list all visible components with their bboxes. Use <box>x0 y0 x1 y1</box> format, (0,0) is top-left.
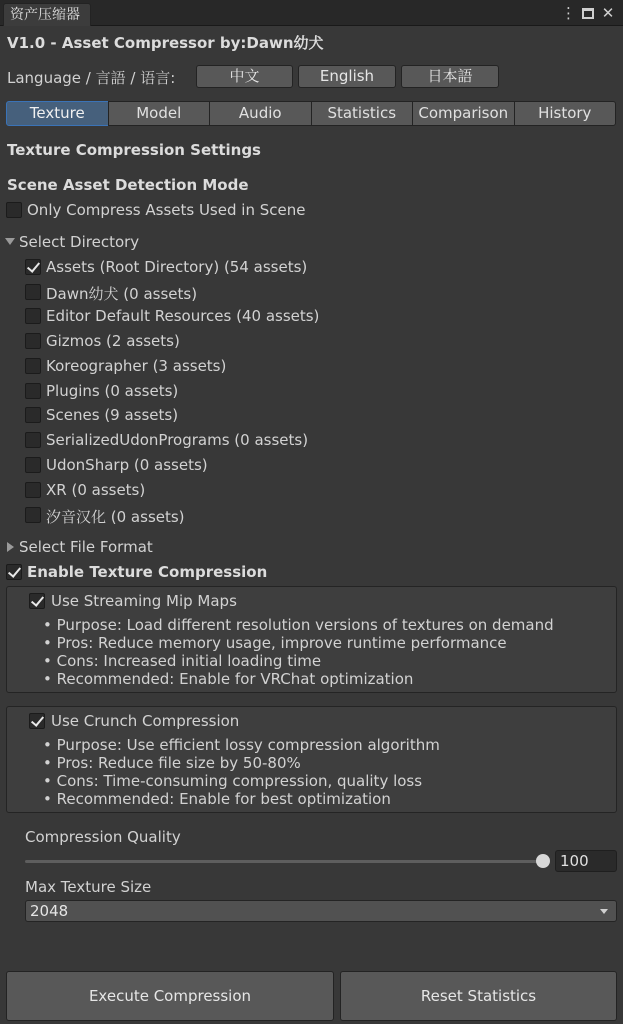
directory-checkbox-scenes[interactable] <box>25 407 41 423</box>
close-icon[interactable]: ✕ <box>601 4 615 22</box>
directory-checkbox-editor-default-resources[interactable] <box>25 308 41 324</box>
main-tabs <box>6 101 615 126</box>
maximize-icon[interactable] <box>582 8 594 19</box>
enable-texture-compression-label: Enable Texture Compression <box>27 563 268 581</box>
tab-audio[interactable]: Audio <box>209 101 312 126</box>
compression-quality-slider-handle[interactable] <box>536 854 550 868</box>
directory-checkbox-koreographer[interactable] <box>25 358 41 374</box>
only-scene-label: Only Compress Assets Used in Scene <box>27 201 306 219</box>
directory-item-label: 汐音汉化 (0 assets) <box>46 508 185 526</box>
directory-item-label: Plugins (0 assets) <box>46 382 179 400</box>
crunch-compression-checkbox[interactable] <box>29 713 45 729</box>
crunch-info-line: • Recommended: Enable for best optimization <box>43 790 391 808</box>
directory-checkbox-chinese-localization[interactable] <box>25 507 41 523</box>
window-controls <box>561 3 615 23</box>
max-texture-size-dropdown[interactable] <box>25 900 617 922</box>
directory-checkbox-serialized-udon-programs[interactable] <box>25 432 41 448</box>
directory-item-label: UdonSharp (0 assets) <box>46 456 208 474</box>
directory-item-label: XR (0 assets) <box>46 481 146 499</box>
only-scene-checkbox[interactable] <box>6 202 22 218</box>
compression-quality-slider[interactable] <box>25 860 543 863</box>
detection-mode-title: Scene Asset Detection Mode <box>7 176 249 194</box>
crunch-compression-panel <box>6 706 617 813</box>
language-label: Language / 言語 / 语言: <box>7 69 176 87</box>
directory-item-label: Assets (Root Directory) (54 assets) <box>46 258 308 276</box>
execute-compression-button[interactable]: Execute Compression <box>6 971 334 1021</box>
crunch-info-line: • Cons: Time-consuming compression, quality loss <box>43 772 423 790</box>
foldout-arrow-icon[interactable] <box>5 238 15 245</box>
directory-checkbox-plugins[interactable] <box>25 383 41 399</box>
directory-checkbox-assets[interactable] <box>25 259 41 275</box>
streaming-mip-maps-panel <box>6 586 617 693</box>
directory-item-label: SerializedUdonPrograms (0 assets) <box>46 431 309 449</box>
directory-checkbox-dawn[interactable] <box>25 284 41 300</box>
max-texture-size-value: 2048 <box>30 902 69 920</box>
tab-statistics[interactable]: Statistics <box>311 101 414 126</box>
tab-history[interactable]: History <box>514 101 617 126</box>
crunch-compression-label: Use Crunch Compression <box>51 712 240 730</box>
streaming-info-line: • Recommended: Enable for VRChat optimization <box>43 670 414 688</box>
section-title: Texture Compression Settings <box>7 141 261 159</box>
tab-texture[interactable]: Texture <box>6 101 109 126</box>
more-vert-icon[interactable]: ⋮ <box>561 4 576 22</box>
streaming-info-line: • Purpose: Load different resolution versions of textures on demand <box>43 616 554 634</box>
directory-item-label: Gizmos (2 assets) <box>46 332 180 350</box>
window-tab[interactable]: 资产压缩器 <box>3 3 91 26</box>
foldout-arrow-icon[interactable] <box>7 542 14 552</box>
directory-item-label: Dawn幼犬 (0 assets) <box>46 285 198 303</box>
language-english-button[interactable]: English <box>298 65 396 88</box>
compression-quality-label: Compression Quality <box>25 828 181 846</box>
select-directory-foldout[interactable]: Select Directory <box>19 233 140 251</box>
directory-item-label: Scenes (9 assets) <box>46 406 179 424</box>
directory-checkbox-udonsharp[interactable] <box>25 457 41 473</box>
streaming-info-line: • Pros: Reduce memory usage, improve runtime performance <box>43 634 507 652</box>
language-chinese-button[interactable]: 中文 <box>196 65 293 88</box>
directory-item-label: Editor Default Resources (40 assets) <box>46 307 320 325</box>
compression-quality-input[interactable]: 100 <box>555 850 617 872</box>
dropdown-arrow-icon <box>600 909 608 914</box>
streaming-mip-maps-checkbox[interactable] <box>29 593 45 609</box>
streaming-mip-maps-label: Use Streaming Mip Maps <box>51 592 237 610</box>
language-japanese-button[interactable]: 日本語 <box>401 65 499 88</box>
select-file-format-foldout[interactable]: Select File Format <box>19 538 153 556</box>
title-bar <box>0 0 623 26</box>
directory-checkbox-gizmos[interactable] <box>25 333 41 349</box>
directory-checkbox-xr[interactable] <box>25 482 41 498</box>
tab-comparison[interactable]: Comparison <box>412 101 515 126</box>
version-title: V1.0 - Asset Compressor by:Dawn幼犬 <box>7 34 324 52</box>
directory-item-label: Koreographer (3 assets) <box>46 357 227 375</box>
crunch-info-line: • Pros: Reduce file size by 50-80% <box>43 754 301 772</box>
reset-statistics-button[interactable]: Reset Statistics <box>340 971 617 1021</box>
streaming-info-line: • Cons: Increased initial loading time <box>43 652 322 670</box>
tab-model[interactable]: Model <box>108 101 211 126</box>
crunch-info-line: • Purpose: Use efficient lossy compression algorithm <box>43 736 440 754</box>
max-texture-size-label: Max Texture Size <box>25 878 152 896</box>
enable-texture-compression-checkbox[interactable] <box>6 564 22 580</box>
